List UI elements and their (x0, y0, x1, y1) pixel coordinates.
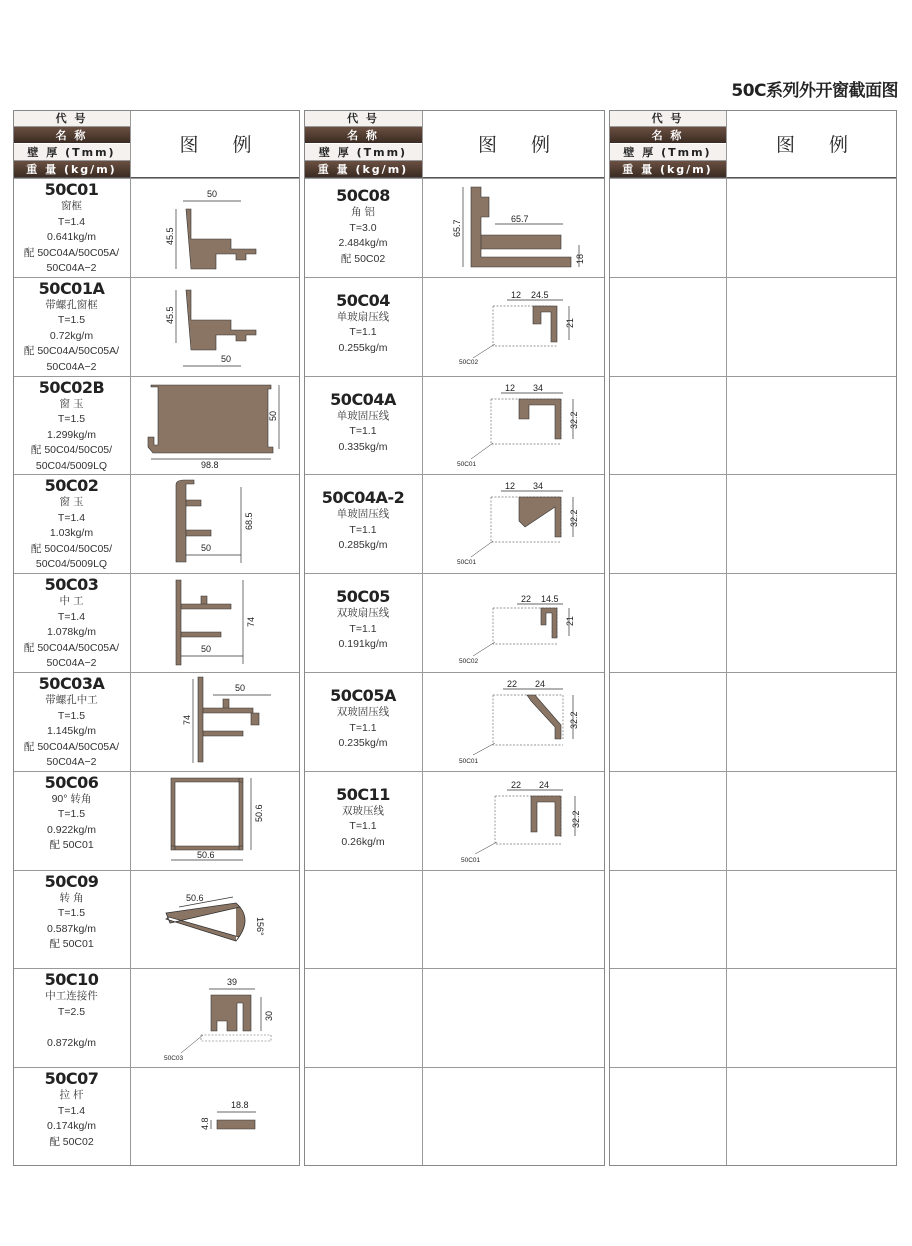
profile-weight: 0.26kg/m (341, 835, 385, 848)
dim-width: 39 (227, 977, 238, 988)
profile-drawing-50c05a (422, 673, 605, 771)
profile-match-cont: 50C04A−2 (46, 756, 97, 768)
dim-angle: 156° (255, 916, 265, 936)
header-legend: 图 例 (130, 110, 300, 178)
dim-height: 65.7 (452, 219, 462, 237)
profile-code: 50C05A (330, 686, 396, 705)
profile-code: 50C05 (336, 587, 390, 607)
dim-width: 50.6 (197, 849, 215, 860)
header-label-thickness: 壁 厚 (Tmm) (304, 144, 422, 161)
page-title: 50C系列外开窗截面图 (731, 81, 898, 101)
profile-drawing-50c06 (130, 772, 300, 870)
dim-a: 22 (521, 594, 532, 605)
profile-match-cont: 50C04A−2 (46, 262, 97, 274)
profile-name: 拉 杆 (59, 1089, 84, 1102)
dim-width: 50 (235, 683, 246, 693)
dim-height: 32.2 (569, 411, 579, 429)
table-row (609, 771, 897, 870)
profile-thickness: T=1.1 (349, 326, 377, 339)
profile-thickness: T=1.5 (57, 709, 86, 722)
profile-thickness: T=1.4 (57, 1104, 86, 1117)
dim-b: 34 (533, 481, 544, 492)
profile-thickness: T=1.5 (57, 808, 86, 821)
table-row (609, 672, 897, 771)
profile-match: 配 50C04/50C05/ (30, 542, 113, 555)
ref-profile-label: 50C01 (461, 856, 481, 864)
profile-code: 50C01 (44, 180, 99, 199)
profile-name: 角 铝 (351, 206, 375, 218)
profile-drawing-50c10 (130, 969, 300, 1067)
profile-code: 50C02 (44, 476, 99, 496)
profile-name: 单玻扇压线 (336, 310, 390, 323)
dim-height: 21 (565, 317, 575, 328)
header-label-weight: 重 量 (kg/m) (609, 161, 726, 178)
table-row (304, 1067, 605, 1166)
profile-drawing-50c07 (130, 1068, 300, 1166)
profile-drawing-50c11 (422, 772, 605, 870)
profile-name: 90° 转角 (51, 792, 92, 805)
profile-name: 单玻固压线 (336, 508, 390, 521)
profile-match-cont: 50C04/5009LQ (35, 558, 108, 571)
profile-thickness: T=3.0 (349, 221, 377, 234)
dim-b: 24 (535, 679, 546, 689)
profile-drawing-50c05 (422, 574, 605, 672)
ref-profile-label: 50C01 (457, 559, 477, 567)
profile-weight: 0.191kg/m (338, 638, 388, 651)
table-row (609, 870, 897, 969)
dim-b: 14.5 (541, 594, 559, 605)
header-label-code: 代 号 (304, 110, 422, 127)
table-row (304, 771, 605, 870)
table-row (13, 573, 300, 672)
profile-code: 50C11 (336, 784, 390, 804)
header-label-weight: 重 量 (kg/m) (304, 161, 422, 178)
profile-drawing-empty (726, 969, 897, 1067)
profile-thickness: T=1.5 (57, 314, 86, 327)
table-row (13, 376, 300, 475)
table-row (304, 870, 605, 969)
header-label-thickness: 壁 厚 (Tmm) (13, 144, 130, 161)
dim-height: 74 (246, 617, 256, 628)
profile-weight: 1.145kg/m (46, 725, 97, 737)
ref-profile-label: 50C01 (457, 460, 477, 468)
dim-length: 50.6 (186, 892, 204, 903)
profile-drawing-50c08 (422, 179, 605, 277)
profile-weight: 0.72kg/m (49, 329, 94, 342)
table-row (304, 376, 605, 475)
profile-drawing-empty (726, 179, 897, 277)
profile-name: 带螺孔中工 (45, 694, 98, 706)
profile-weight: 0.641kg/m (46, 231, 97, 243)
table-row (13, 1067, 300, 1166)
profile-weight: 1.078kg/m (46, 626, 97, 639)
profile-weight: 1.03kg/m (49, 527, 94, 540)
dim-height: 50.6 (254, 804, 264, 822)
table-header (304, 110, 605, 178)
dim-a: 12 (511, 289, 522, 300)
profile-match: 配 50C01 (49, 839, 94, 852)
profile-code: 50C03 (44, 575, 99, 595)
ref-profile-label: 50C03 (164, 1055, 184, 1063)
profile-thickness: T=1.1 (349, 622, 377, 635)
profile-name: 中工连接件 (45, 990, 98, 1003)
dim-height: 50 (268, 410, 278, 421)
table-row (304, 474, 605, 573)
table-header (13, 110, 300, 178)
profile-code: 50C03A (38, 674, 105, 693)
profile-thickness: T=1.4 (57, 215, 86, 228)
header-label-name: 名 称 (609, 127, 726, 144)
dim-a: 22 (511, 779, 522, 790)
table-row (13, 672, 300, 771)
profile-name: 窗框 (61, 200, 82, 212)
profile-match: 配 50C04A/50C05A/ (23, 641, 120, 654)
profile-weight: 2.484kg/m (338, 237, 388, 249)
profile-weight: 0.335kg/m (338, 440, 388, 453)
table-row (13, 178, 300, 277)
dim-height: 74 (182, 714, 192, 725)
header-legend: 图 例 (422, 110, 605, 178)
profile-thickness: T=1.1 (349, 523, 377, 536)
header-label-code: 代 号 (13, 110, 130, 127)
profile-drawing-50c01 (130, 179, 300, 277)
profile-drawing-50c03a (130, 673, 300, 771)
dim-leg: 18 (575, 253, 585, 264)
profile-drawing-50c04a (422, 377, 605, 475)
profile-code: 50C10 (44, 970, 99, 990)
profile-drawing-empty (726, 574, 897, 672)
profile-code: 50C04A (330, 389, 396, 409)
profile-drawing-empty (422, 1068, 605, 1166)
ref-profile-label: 50C02 (459, 658, 479, 666)
profile-match-cont: 50C04A−2 (46, 360, 97, 373)
profile-drawing-empty (726, 673, 897, 771)
profile-name: 转 角 (59, 891, 84, 904)
profile-code: 50C02B (38, 377, 105, 397)
profile-match: 配 50C02 (340, 252, 386, 265)
profile-match-cont: 50C04A−2 (46, 657, 97, 670)
table-row (13, 968, 300, 1067)
profile-drawing-empty (726, 278, 897, 376)
table-row (304, 573, 605, 672)
profile-match: 配 50C04A/50C05A/ (23, 345, 120, 358)
profile-match: 配 50C04/50C05/ (30, 444, 113, 457)
table-row (609, 1067, 897, 1166)
dim-a: 12 (505, 481, 516, 492)
profile-match: 配 50C04A/50C05A/ (23, 246, 120, 259)
dim-height: 21 (565, 616, 575, 627)
ref-profile-label: 50C02 (459, 358, 479, 366)
profile-weight: 0.174kg/m (46, 1120, 97, 1133)
dim-height: 32.2 (571, 810, 581, 828)
profile-table-column-3 (609, 110, 897, 1166)
dim-height: 30 (264, 1011, 274, 1022)
header-legend: 图 例 (726, 110, 897, 178)
profile-drawing-50c01a (130, 278, 300, 376)
profile-drawing-empty (726, 871, 897, 969)
dim-b: 24 (539, 779, 550, 790)
table-row (304, 277, 605, 376)
dim-width: 50 (221, 353, 232, 364)
table-row (609, 277, 897, 376)
profile-code: 50C04 (336, 290, 390, 310)
profile-name: 单玻固压线 (336, 409, 390, 422)
profile-thickness: T=1.5 (57, 413, 86, 426)
profile-weight: 0.235kg/m (338, 737, 388, 749)
profile-drawing-empty (726, 1068, 897, 1166)
profile-name: 双玻扇压线 (336, 607, 390, 620)
table-row (13, 474, 300, 573)
profile-name: 双玻压线 (342, 804, 384, 817)
profile-drawing-empty (726, 377, 897, 475)
header-label-name: 名 称 (304, 127, 422, 144)
dim-width: 50 (201, 543, 212, 554)
profile-thickness: T=1.5 (57, 907, 86, 920)
profile-drawing-empty (726, 772, 897, 870)
profile-drawing-50c04a-2 (422, 475, 605, 573)
profile-code: 50C07 (44, 1069, 99, 1089)
dim-width: 18.8 (231, 1100, 249, 1111)
dim-a: 22 (507, 679, 518, 689)
profile-weight: 0.922kg/m (46, 823, 97, 836)
dim-height: 32.2 (569, 711, 579, 729)
dim-height: 45.5 (165, 306, 175, 324)
table-row (304, 672, 605, 771)
profile-drawing-50c04 (422, 278, 605, 376)
profile-weight: 1.299kg/m (46, 428, 97, 441)
header-label-name: 名 称 (13, 127, 130, 144)
profile-weight: 0.587kg/m (46, 922, 97, 935)
profile-weight: 0.285kg/m (338, 539, 388, 552)
dim-width: 98.8 (201, 459, 219, 470)
profile-name: 中 工 (59, 595, 84, 608)
profile-drawing-empty (422, 871, 605, 969)
profile-name: 双玻固压线 (336, 706, 390, 718)
dim-a: 12 (505, 382, 516, 393)
profile-name: 窗 玉 (59, 397, 84, 410)
profile-drawing-empty (422, 969, 605, 1067)
profile-drawing-50c02b (130, 377, 300, 475)
profile-match-cont: 50C04/5009LQ (35, 459, 108, 472)
dim-height: 32.2 (569, 509, 579, 528)
profile-code: 50C04A-2 (321, 488, 405, 508)
profile-thickness: T=1.1 (349, 425, 377, 438)
profile-drawing-empty (726, 475, 897, 573)
dim-width: 50 (201, 644, 212, 655)
profile-match: 配 50C01 (49, 938, 94, 951)
profile-weight: 0.255kg/m (338, 341, 388, 354)
profile-code: 50C08 (336, 186, 390, 205)
profile-thickness: T=1.1 (349, 820, 377, 833)
dim-b: 24.5 (531, 289, 549, 300)
header-label-code: 代 号 (609, 110, 726, 127)
dim-width: 50 (207, 189, 218, 199)
profile-drawing-50c03 (130, 574, 300, 672)
table-row (609, 474, 897, 573)
profile-code: 50C06 (44, 772, 99, 792)
profile-table-column-1 (13, 110, 300, 1166)
profile-match: 配 50C02 (49, 1135, 94, 1148)
table-row (13, 870, 300, 969)
table-row (609, 178, 897, 277)
table-row (13, 277, 300, 376)
table-row (304, 968, 605, 1067)
profile-thickness: T=1.4 (57, 610, 86, 623)
dim-width: 65.7 (511, 214, 529, 224)
header-label-weight: 重 量 (kg/m) (13, 161, 130, 178)
header-label-thickness: 壁 厚 (Tmm) (609, 144, 726, 161)
table-row (609, 376, 897, 475)
profile-drawing-50c02 (130, 475, 300, 573)
profile-thickness: T=1.4 (57, 511, 86, 524)
profile-drawing-50c09 (130, 871, 300, 969)
dim-height: 68.5 (244, 512, 254, 531)
table-row (609, 968, 897, 1067)
table-row (13, 771, 300, 870)
ref-profile-label: 50C01 (459, 758, 479, 765)
profile-name: 带螺孔窗框 (45, 298, 98, 311)
profile-thickness: T=2.5 (57, 1005, 86, 1018)
profile-weight: 0.872kg/m (46, 1036, 97, 1049)
profile-table-column-2 (304, 110, 605, 1166)
profile-code: 50C09 (44, 871, 99, 891)
dim-b: 34 (533, 382, 544, 393)
dim-height: 4.8 (200, 1117, 210, 1131)
table-row (304, 178, 605, 277)
profile-match: 配 50C04A/50C05A/ (23, 740, 120, 753)
table-header (609, 110, 897, 178)
dim-height: 45.5 (165, 227, 175, 245)
table-row (609, 573, 897, 672)
profile-thickness: T=1.1 (349, 721, 377, 734)
profile-code: 50C01A (38, 278, 105, 298)
profile-spacer (13, 1020, 130, 1036)
profile-name: 窗 玉 (59, 496, 84, 509)
